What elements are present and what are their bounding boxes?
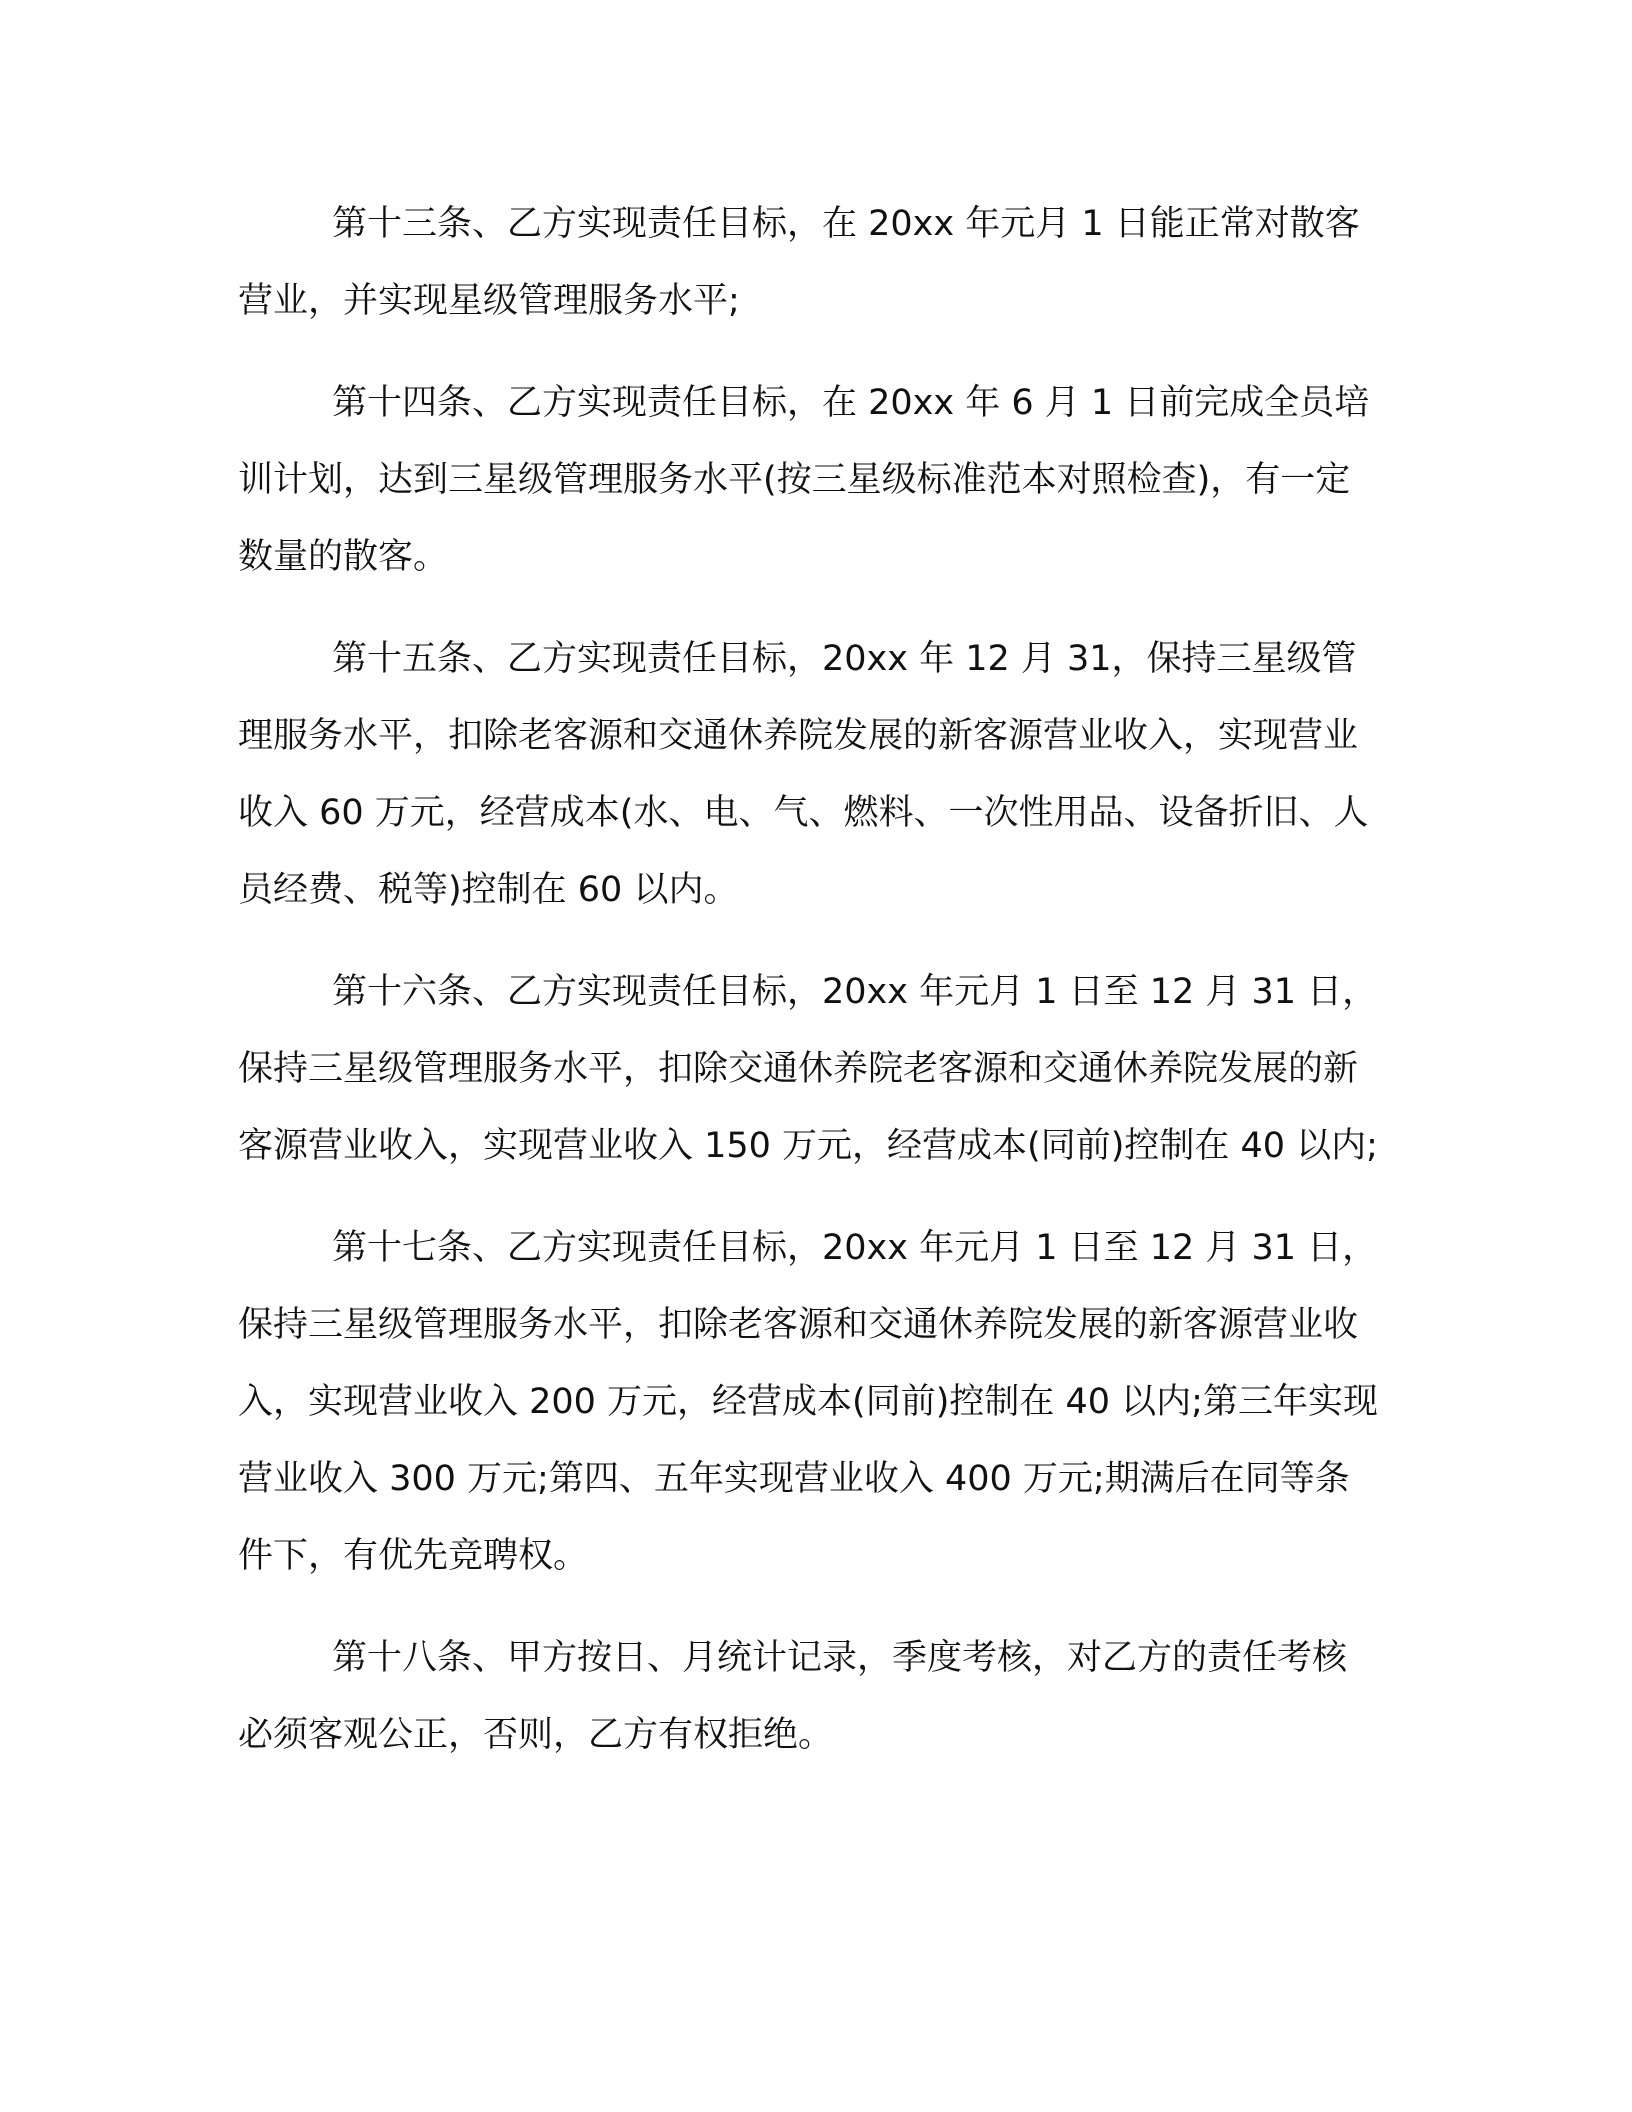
- article-15-paragraph: 第十五条、乙方实现责任目标，20xx 年 12 月 31，保持三星级管理服务水平，扣除老客源和交通休养院发展的新客源营业收入，实现营业收入 60 万元，经营成本(水、电、气、燃料、一次性用品、设备折旧、人员经费、税等)控制在 60 以内。: [238, 639, 1369, 910]
- article-18-paragraph: 第十八条、甲方按日、月统计记录，季度考核，对乙方的责任考核必须客观公正，否则，乙方有权拒绝。: [238, 1638, 1348, 1755]
- article-17-paragraph: 第十七条、乙方实现责任目标，20xx 年元月 1 日至 12 月 31 日，保持三星级管理服务水平，扣除老客源和交通休养院发展的新客源营业收入，实现营业收入 200 万元，经营成本(同前)控制在 40 以内;第三年实现营业收入 300 万元;第四、五年实现营业收入 400 万元;期满后在同等条件下，有优先竞聘权。: [238, 1228, 1378, 1576]
- document-body: [238, 186, 1378, 1799]
- article-14-paragraph: 第十四条、乙方实现责任目标，在 20xx 年 6 月 1 日前完成全员培训计划，达到三星级管理服务水平(按三星级标准范本对照检查)，有一定数量的散客。: [238, 383, 1370, 577]
- article-16-paragraph: 第十六条、乙方实现责任目标，20xx 年元月 1 日至 12 月 31 日，保持三星级管理服务水平，扣除交通休养院老客源和交通休养院发展的新客源营业收入，实现营业收入 150 万元，经营成本(同前)控制在 40 以内;: [238, 972, 1378, 1166]
- article-13-paragraph: 第十三条、乙方实现责任目标，在 20xx 年元月 1 日能正常对散客营业，并实现星级管理服务水平;: [238, 204, 1360, 321]
